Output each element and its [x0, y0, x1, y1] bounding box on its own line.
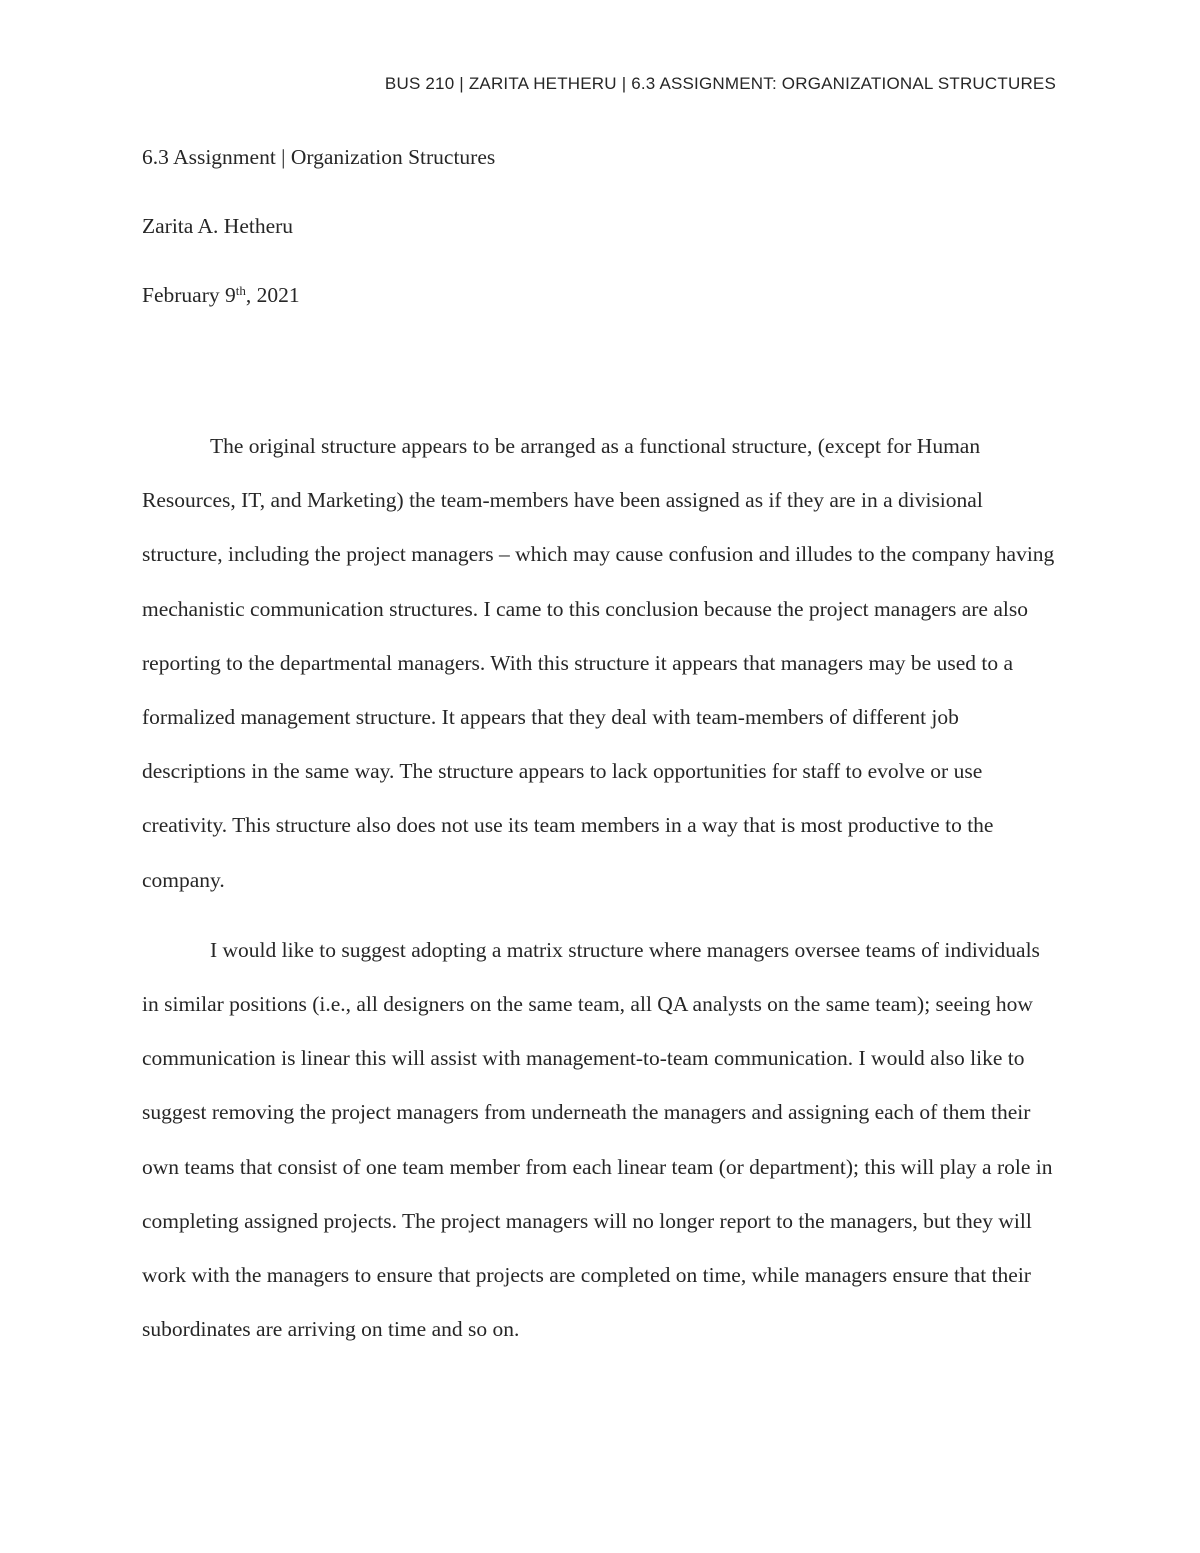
running-header: BUS 210 | ZARITA HETHERU | 6.3 ASSIGNMENT: ORGANIZATIONAL STRUCTURES [384, 74, 1056, 93]
body-paragraph-2: I would like to suggest adopting a matrix structure where managers oversee teams of individuals in similar positions (i.e., all designers on the same team, all QA analysts on the same team); seeing how communication is linear this will assist with management-to-team communication. I would also like to suggest removing the project managers from underneath the managers and assigning each of them their own teams that consist of one team member from each linear team (or department); this will play a role in completing assigned projects. The project managers will no longer report to the managers, but they will work with the managers to ensure that projects are completed on time, while managers ensure that their subordinates are arriving on time and so on. [142, 937, 1053, 1342]
document-title: 6.3 Assignment | Organization Structures [142, 145, 496, 169]
document-date [142, 280, 1062, 349]
date-year: , 2021 [245, 283, 300, 307]
title-block [142, 142, 1062, 349]
author-name: Zarita A. Hetheru [142, 214, 294, 238]
date-month-day: February 9 [142, 283, 236, 307]
body-paragraph-1: The original structure appears to be arranged as a functional structure, (except for Human Resources, IT, and Marketing) the team-members have been assigned as if they are in a divisional structure, including the project managers – which may cause confusion and illudes to the company having mechanistic communication structures. I came to this conclusion because the project managers are also reporting to the departmental managers. With this structure it appears that managers may be used to a formalized management structure. It appears that they deal with team-members of different job descriptions in the same way. The structure appears to lack opportunities for staff to evolve or use creativity. This structure also does not use its team members in a way that is most productive to the company. [142, 434, 1055, 892]
date-ordinal-suffix: th [235, 283, 246, 298]
document-body [142, 419, 1058, 1356]
